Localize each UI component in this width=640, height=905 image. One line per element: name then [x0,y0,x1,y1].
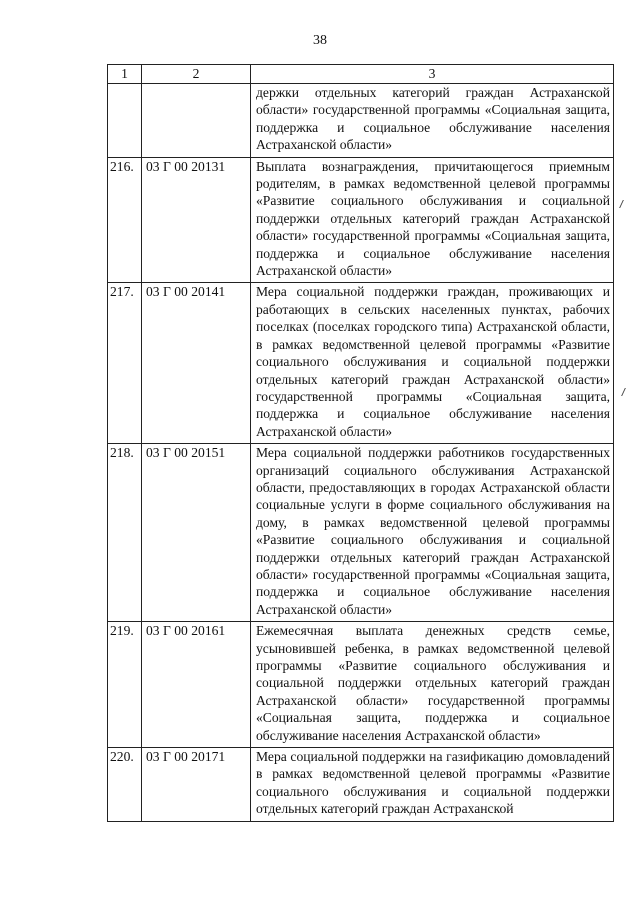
row-code: 03 Г 00 20171 [142,748,251,822]
row-number: 218. [108,444,142,622]
table-row [108,444,614,622]
row-code: 03 Г 00 20131 [142,157,251,283]
row-description: Мера социальной поддержки работников государственных организаций социального обслуживания Астраханской области, предоставляющих в городах Астраханской области социальные услуги в форме социального обслуживания на дому, в рамках ведомственной целевой программы «Развитие социального обслуживания и социальной поддержки отдельных категорий граждан Астраханской области» государственной программы «Социальная защита, поддержка и социальное обслуживание населения Астраханской области» [251,444,614,622]
page-number: 38 [313,33,327,48]
column-header-1: 1 [108,65,142,84]
table-row [108,748,614,822]
row-description: держки отдельных категорий граждан Астраханской области» государственной программы «Социальная защита, поддержка и социальное обслуживание населения Астраханской области» [251,84,614,158]
row-description: Мера социальной поддержки граждан, проживающих и работающих в сельских населенных пунктах, рабочих поселках (поселках городского типа) Астраханской области, в рамках ведомственной целевой программы «Развитие социального обслуживания и социальной поддержки отдельных категорий граждан Астраханской области» государственной программы «Социальная защита, поддержка и социальное обслуживание населения Астраханской области» [251,283,614,444]
margin-mark-icon [621,388,630,396]
row-code: 03 Г 00 20161 [142,622,251,748]
row-code-cell [142,84,251,158]
row-description: Выплата вознаграждения, причитающегося приемным родителям, в рамках ведомственной целевой программы «Развитие социального обслуживания и социальной поддержки отдельных категорий граждан Астраханской области» государственной программы «Социальная защита, поддержка и социальное обслуживание населения Астраханской области» [251,157,614,283]
column-header-3: 3 [251,65,614,84]
row-number: 219. [108,622,142,748]
budget-classification-table [107,64,614,822]
column-header-2: 2 [142,65,251,84]
row-number: 217. [108,283,142,444]
table-row [108,622,614,748]
row-description: Ежемесячная выплата денежных средств семье, усыновившей ребенка, в рамках ведомственной целевой программы «Развитие социального обслуживания и социальной поддержки отдельных категорий граждан Астраханской области» государственной программы «Социальная защита, поддержка и социальное обслуживание населения Астраханской области» [251,622,614,748]
row-number: 220. [108,748,142,822]
table-row-continuation [108,84,614,158]
table-row [108,283,614,444]
row-number: 216. [108,157,142,283]
margin-mark-icon [619,200,628,208]
row-number-cell [108,84,142,158]
row-description: Мера социальной поддержки на газификацию домовладений в рамках ведомственной целевой программы «Развитие социального обслуживания и социальной поддержки отдельных категорий граждан Астраханской [251,748,614,822]
table-row [108,157,614,283]
row-code: 03 Г 00 20151 [142,444,251,622]
table-header-row [108,65,614,84]
row-code: 03 Г 00 20141 [142,283,251,444]
